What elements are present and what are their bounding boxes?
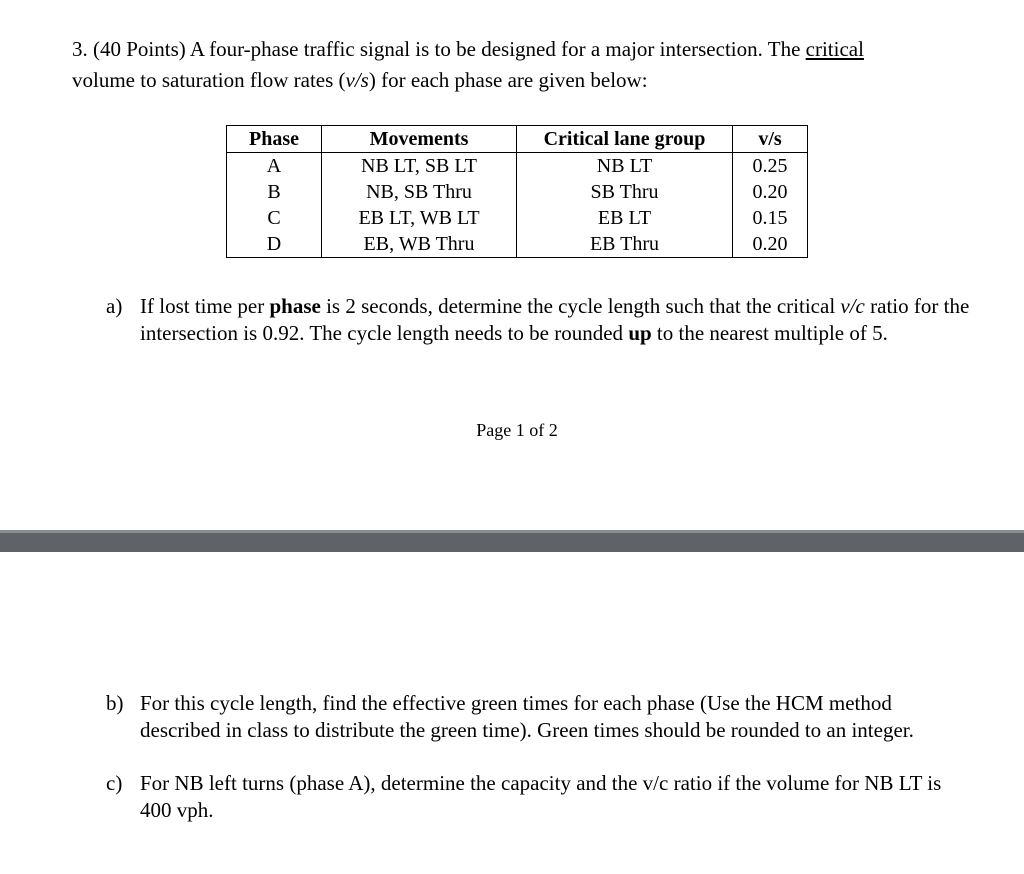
table-header-row — [227, 126, 808, 153]
cell-vs: 0.20 — [733, 231, 808, 258]
part-b — [106, 690, 976, 744]
question-intro — [72, 34, 972, 96]
cell-phase: A — [227, 153, 322, 180]
part-a-text-3: ratio for the intersection is 0.92. The cycle length needs to be rounded — [140, 294, 970, 345]
cell-movements: EB LT, WB LT — [322, 205, 517, 231]
header-critical-lane-group: Critical lane group — [517, 126, 733, 153]
part-c-text: For NB left turns (phase A), determine the capacity and the v/c ratio if the volume for NB LT is 400 vph. — [140, 771, 942, 822]
table-row — [227, 179, 808, 205]
header-vs: v/s — [733, 126, 808, 153]
cell-vs: 0.20 — [733, 179, 808, 205]
question-line2-end: ) for each phase are given below: — [368, 68, 648, 92]
cell-critical-lane-group: NB LT — [517, 153, 733, 180]
cell-vs: 0.15 — [733, 205, 808, 231]
phase-table — [226, 125, 808, 258]
question-prefix: 3. (40 Points) A four-phase traffic signal is to be designed for a major intersection. The — [72, 37, 806, 61]
part-a-bold-phase: phase — [269, 294, 321, 318]
part-a-text-2: is 2 seconds, determine the cycle length such that the critical — [320, 294, 841, 318]
cell-critical-lane-group: EB Thru — [517, 231, 733, 258]
cell-phase: B — [227, 179, 322, 205]
part-a-text-1: If lost time per — [140, 294, 270, 318]
header-movements: Movements — [322, 126, 517, 153]
part-a-text — [140, 293, 976, 347]
page-break-divider — [0, 530, 1024, 552]
part-b-letter: b) — [106, 691, 124, 715]
part-a-italic-vc: v/c — [840, 294, 865, 318]
part-a — [106, 293, 976, 347]
cell-movements: NB, SB Thru — [322, 179, 517, 205]
table-row — [227, 231, 808, 258]
part-a-letter: a) — [106, 294, 123, 318]
header-phase: Phase — [227, 126, 322, 153]
critical-underlined: critical — [805, 37, 864, 61]
cell-vs: 0.25 — [733, 153, 808, 180]
table-row — [227, 153, 808, 180]
part-a-text-4: to the nearest multiple of 5. — [651, 321, 888, 345]
question-line2-start: volume to saturation flow rates ( — [72, 68, 346, 92]
part-c-letter: c) — [106, 771, 123, 795]
page-number: Page 1 of 2 — [476, 420, 558, 440]
part-b-text: For this cycle length, find the effective green times for each phase (Use the HCM method described in class to distribute the green time). Green times should be rounded to an integer. — [140, 691, 914, 742]
page-break-edge — [0, 530, 1024, 533]
cell-phase: C — [227, 205, 322, 231]
cell-movements: EB, WB Thru — [322, 231, 517, 258]
part-a-bold-up: up — [628, 321, 652, 345]
vs-italic: v/s — [345, 68, 369, 92]
cell-phase: D — [227, 231, 322, 258]
cell-critical-lane-group: EB LT — [517, 205, 733, 231]
table-row — [227, 205, 808, 231]
part-c — [106, 770, 976, 824]
cell-critical-lane-group: SB Thru — [517, 179, 733, 205]
cell-movements: NB LT, SB LT — [322, 153, 517, 180]
